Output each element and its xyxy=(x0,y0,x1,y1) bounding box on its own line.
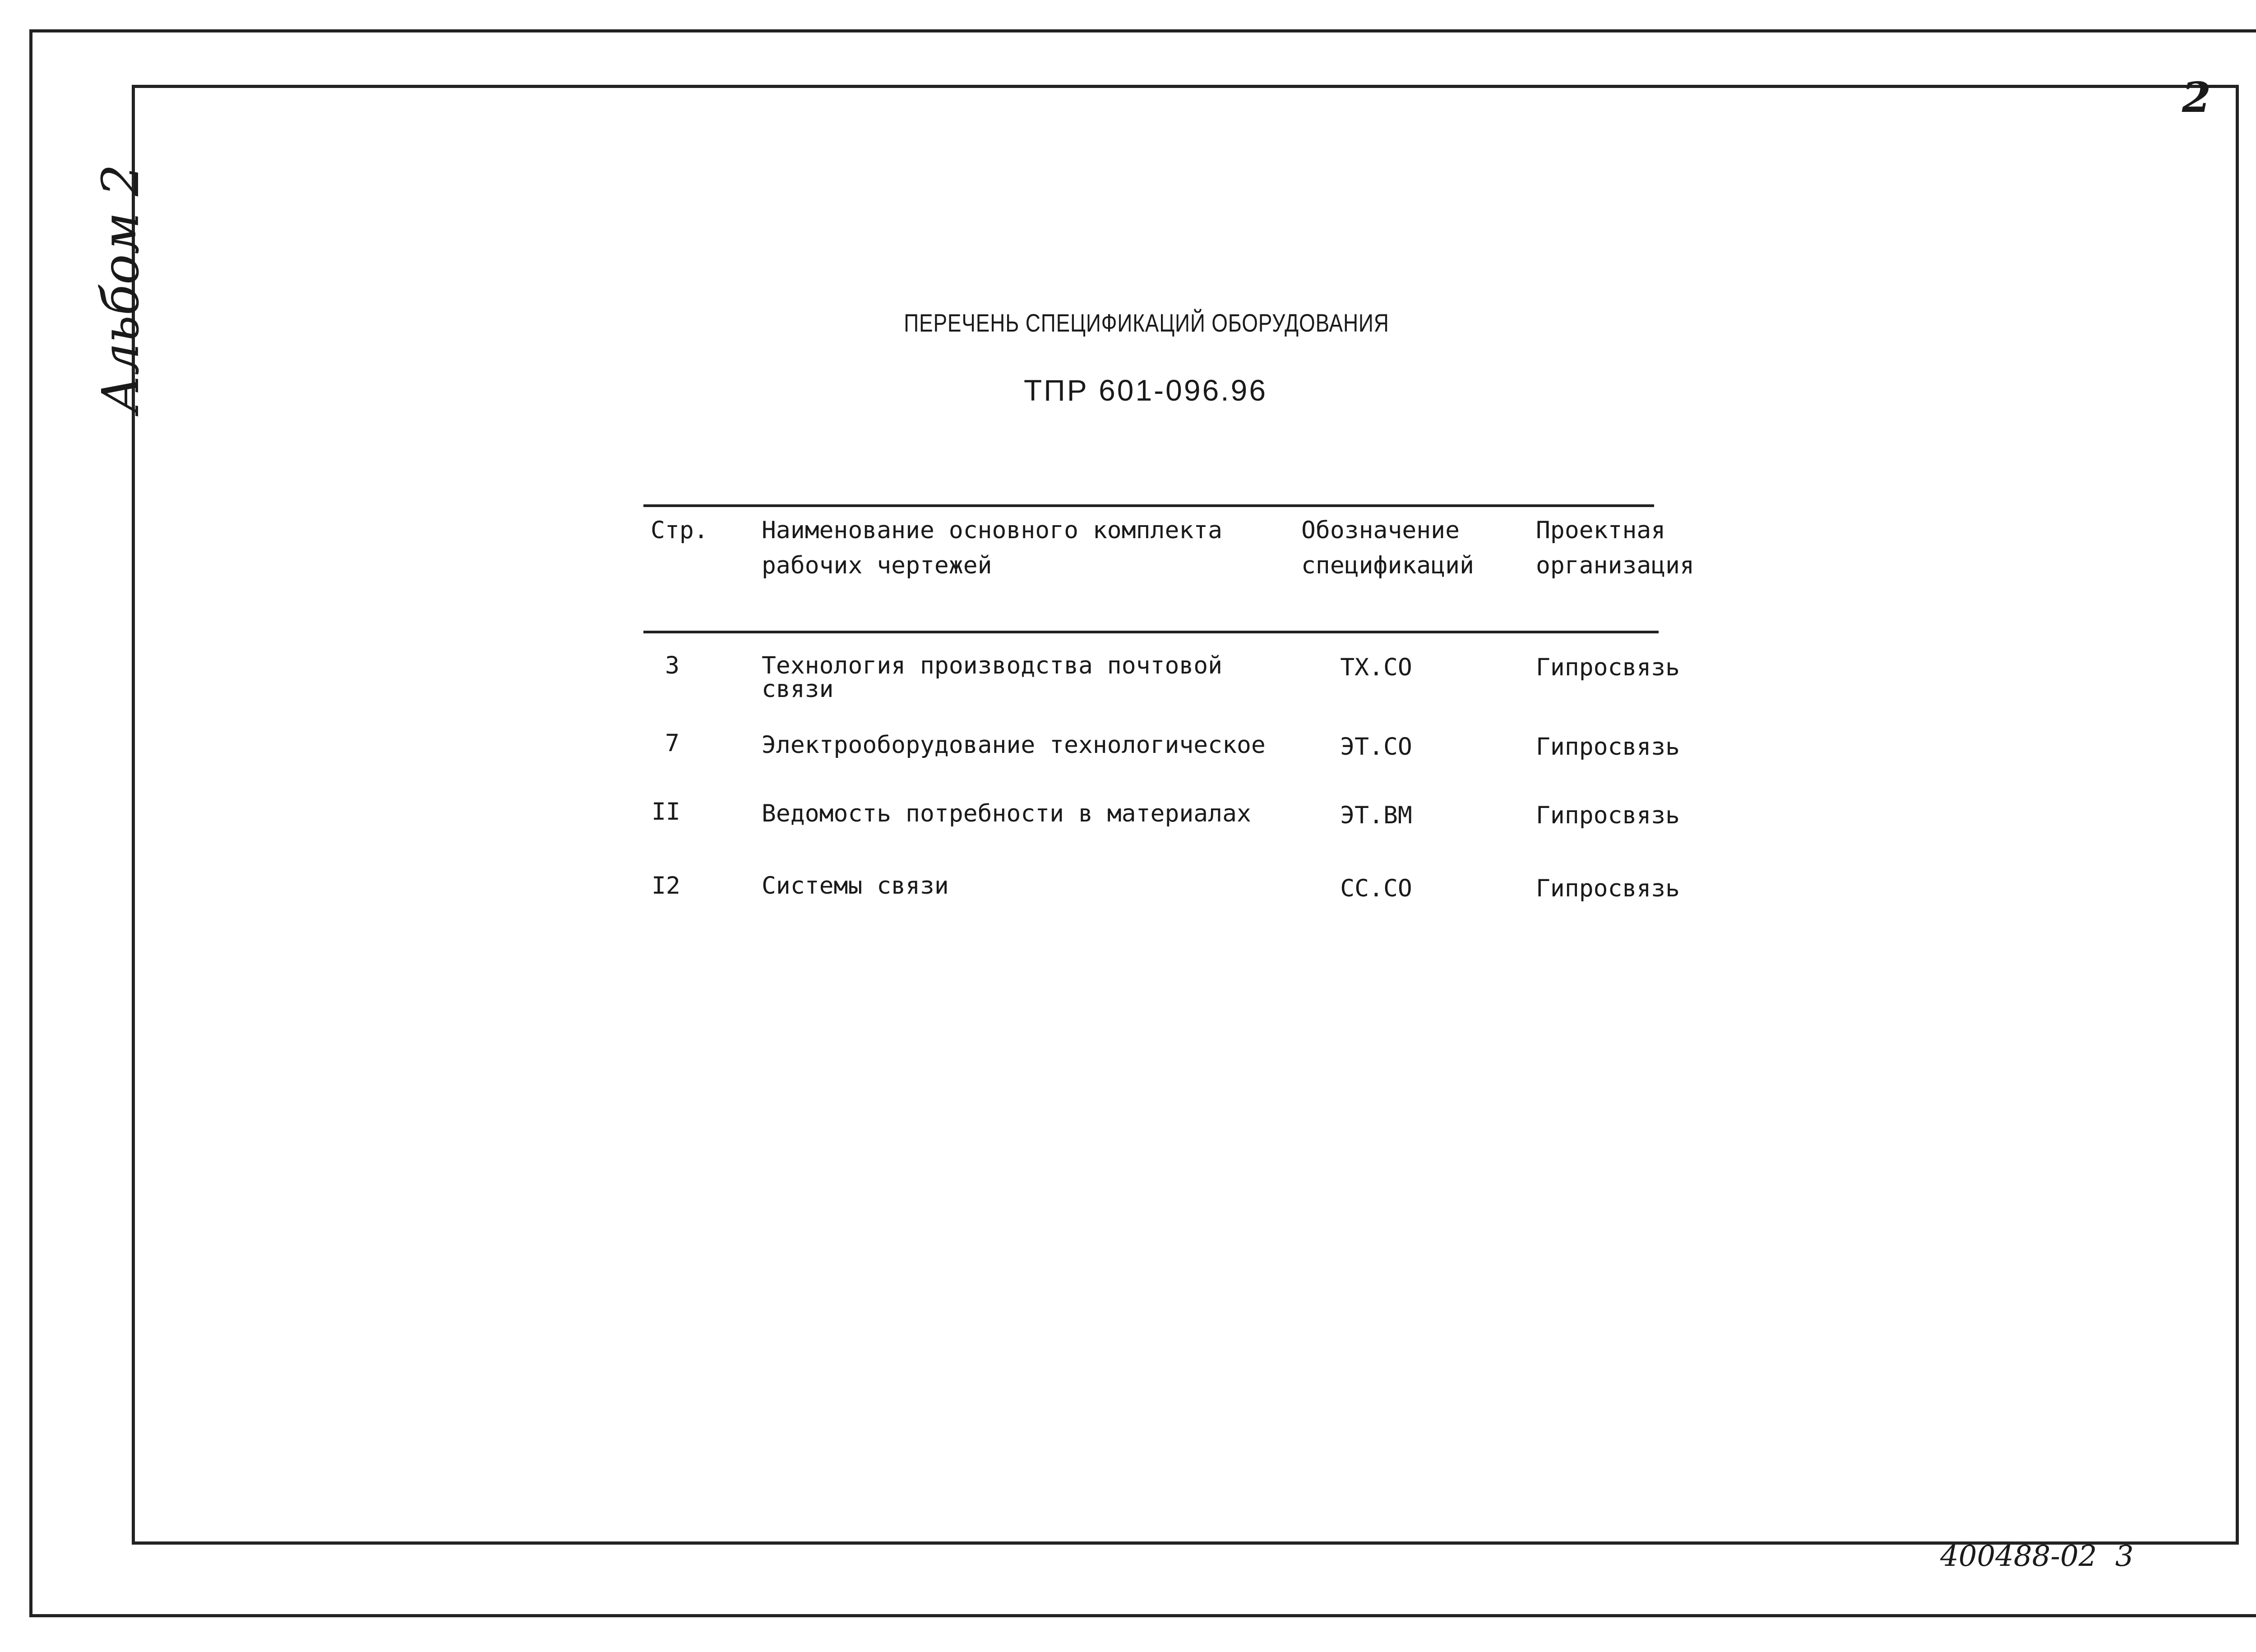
header-page: Стр. xyxy=(651,517,708,544)
header-organization-line2: организация xyxy=(1536,552,1694,579)
row-page: I2 xyxy=(652,872,680,900)
table-header-rule xyxy=(643,631,1659,633)
row-name: Системы связи xyxy=(762,872,949,900)
header-name-line2: рабочих чертежей xyxy=(762,552,992,579)
header-organization-line1: Проектная xyxy=(1536,517,1666,544)
header-designation-line1: Обозначение xyxy=(1301,517,1460,544)
page-number: 3 xyxy=(2115,1540,2134,1573)
row-organization: Гипросвязь xyxy=(1536,802,1680,829)
row-organization: Гипросвязь xyxy=(1536,654,1680,681)
row-designation: ЭТ.ВМ xyxy=(1340,802,1412,829)
row-organization: Гипросвязь xyxy=(1536,733,1680,761)
document-subtitle: ТПР 601-096.96 xyxy=(1023,374,1268,407)
row-designation: СС.СО xyxy=(1340,875,1412,902)
page-title: ПЕРЕЧЕНЬ СПЕЦИФИКАЦИЙ ОБОРУДОВАНИЯ xyxy=(904,309,1389,337)
row-designation: ЭТ.СО xyxy=(1340,733,1412,761)
album-label: Альбом 2 xyxy=(92,164,150,414)
sheet-number: 2 xyxy=(2182,73,2211,122)
row-name: Ведомость потребности в материалах xyxy=(762,800,1251,827)
table-top-rule xyxy=(643,504,1654,507)
row-organization: Гипросвязь xyxy=(1536,875,1680,902)
row-name: Технология производства почтовой связи xyxy=(762,652,1223,703)
row-designation: ТХ.СО xyxy=(1340,654,1412,681)
header-name-line1: Наименование основного комплекта xyxy=(762,517,1223,544)
header-designation-line2: спецификаций xyxy=(1301,552,1474,579)
row-page: 7 xyxy=(665,729,680,757)
row-page: II xyxy=(652,798,680,826)
row-name: Электрооборудование технологическое xyxy=(762,731,1266,759)
document-code: 400488-02 xyxy=(1940,1540,2097,1573)
row-page: 3 xyxy=(665,652,680,679)
